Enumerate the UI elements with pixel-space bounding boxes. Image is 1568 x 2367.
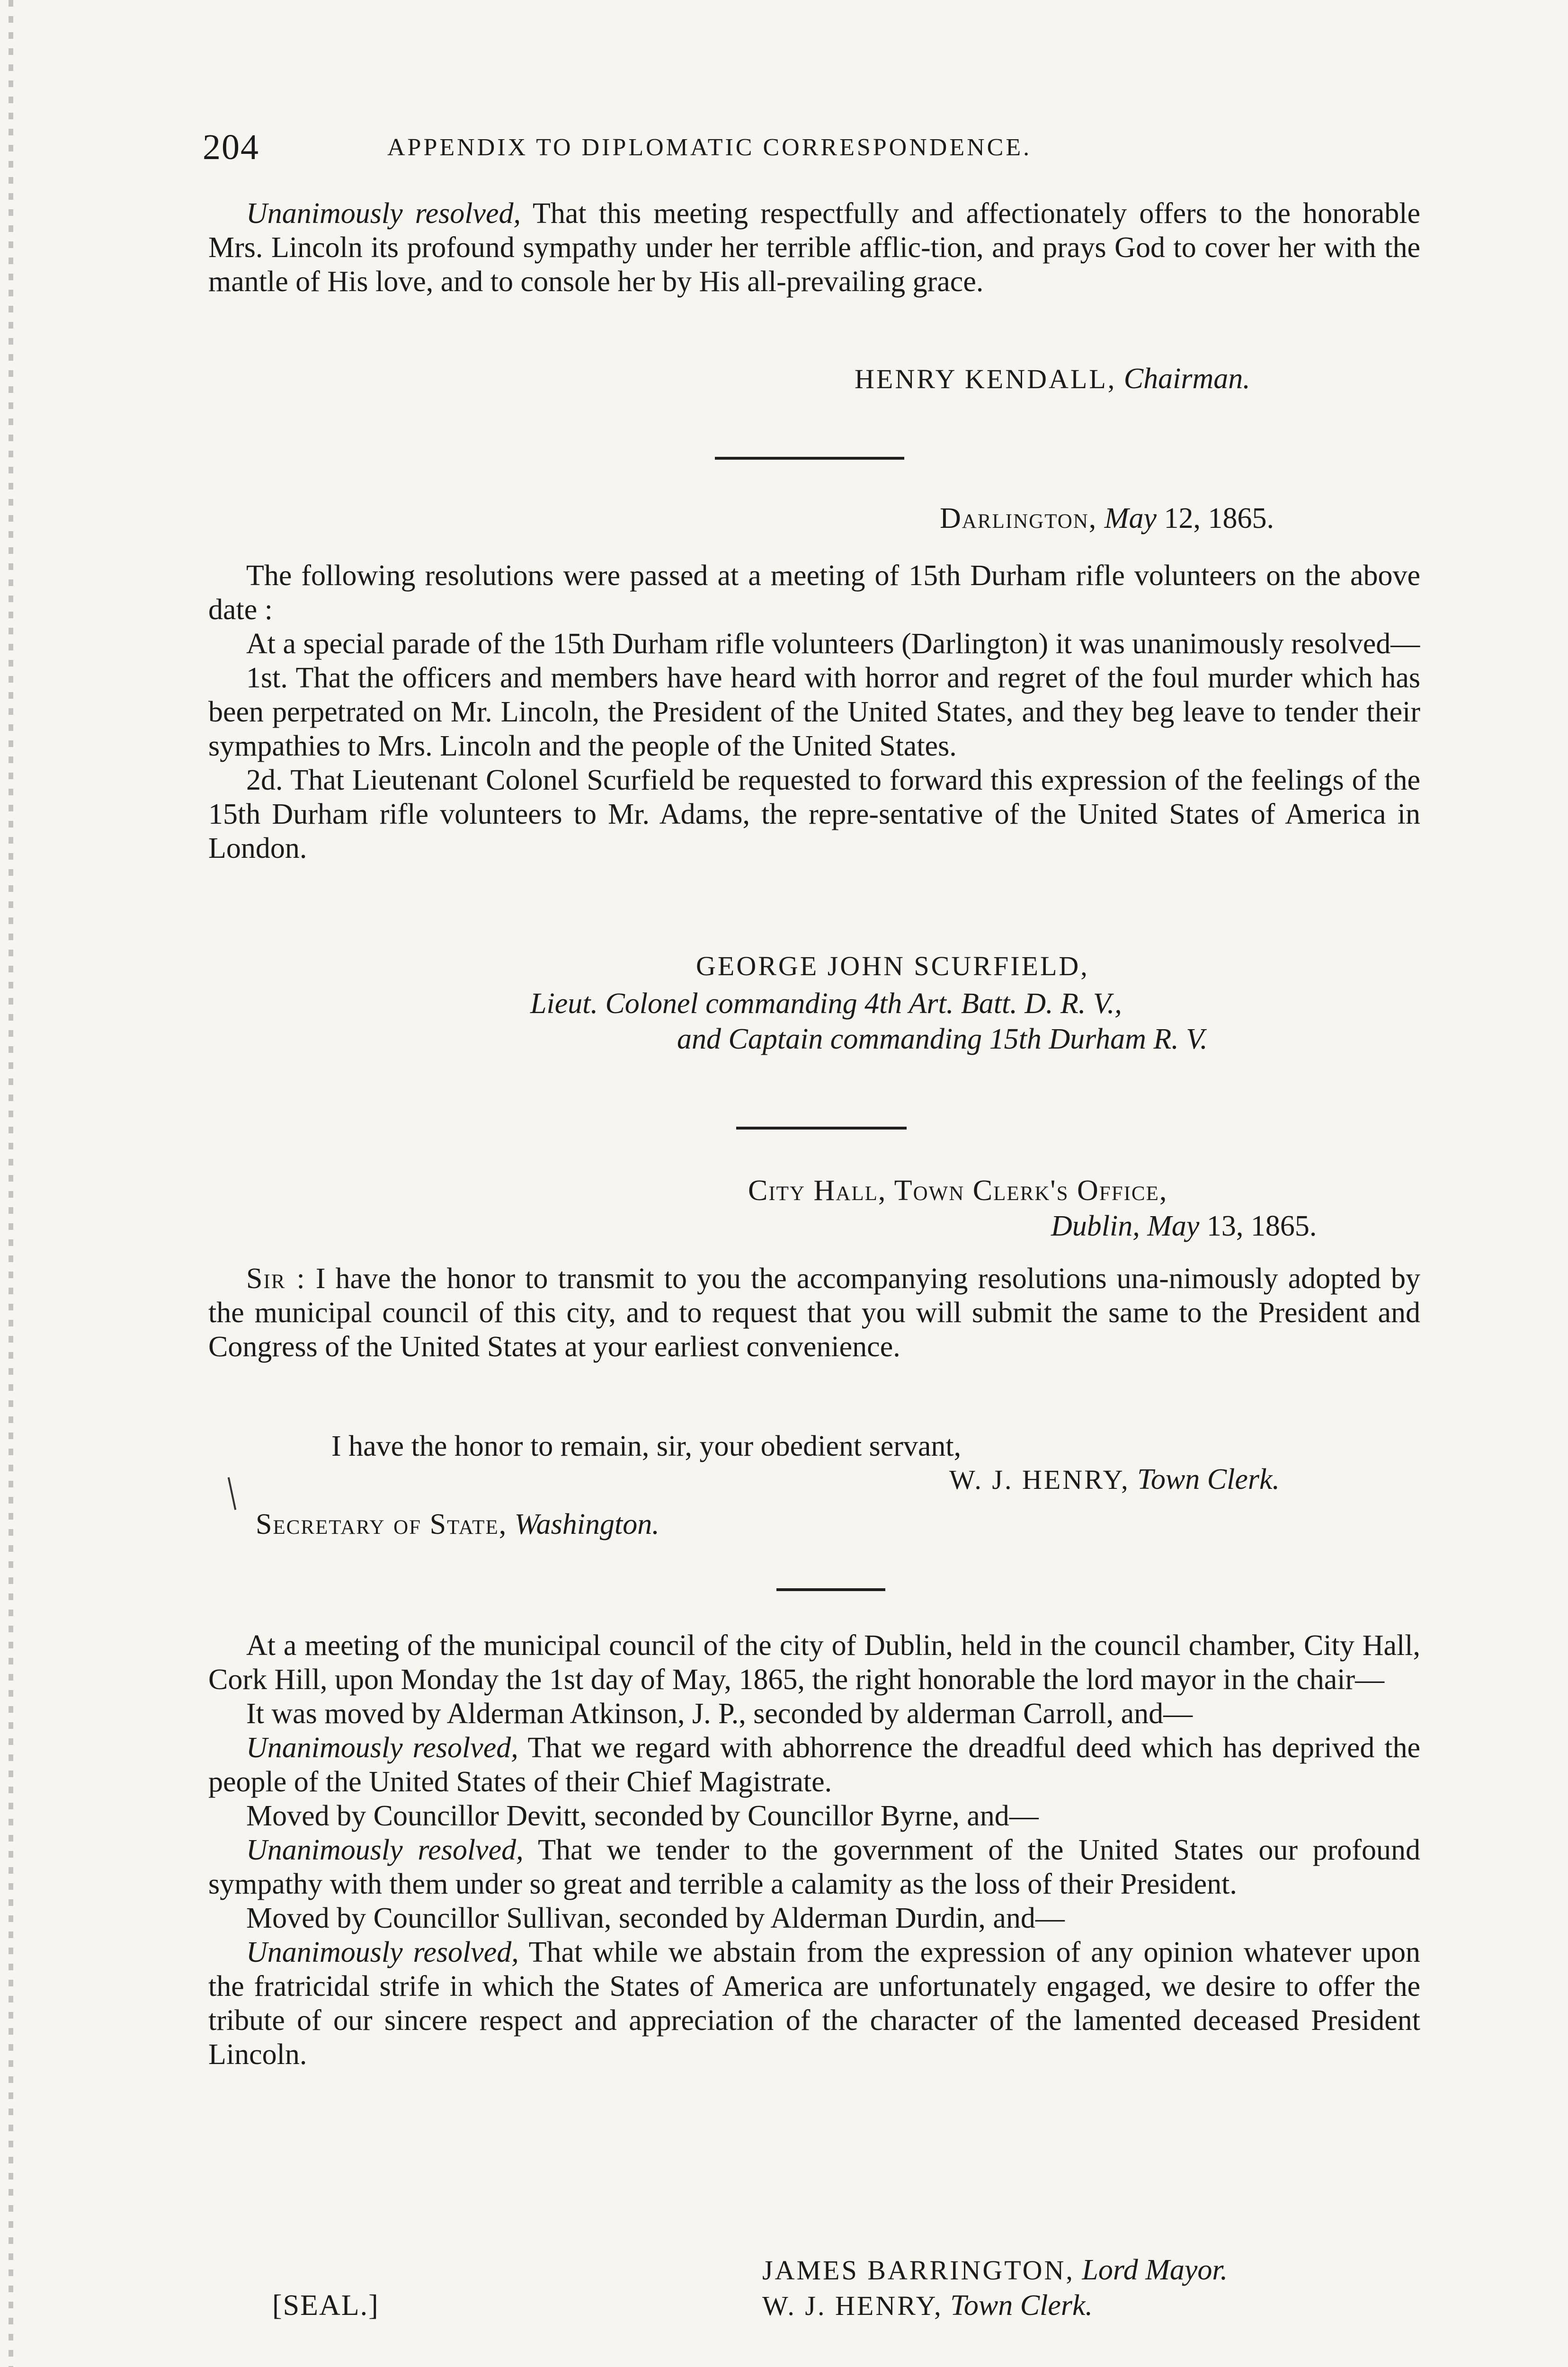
paragraph: 1st. That the officers and members have heard with horror and regret of the foul murder which has been perpetrated on Mr. Lincoln, the President of the United States, and they beg leave to tender their sympathies to Mrs. Lincoln and the people of the United States. bbox=[208, 662, 1420, 762]
section-divider bbox=[776, 1588, 885, 1591]
paragraph: The following resolutions were passed at a meeting of 15th Durham rifle volunteers on the above date : bbox=[208, 560, 1420, 626]
dublin-letter-body bbox=[208, 1262, 1420, 1364]
kendall-signature: HENRY KENDALL, Chairman. bbox=[855, 363, 1250, 395]
darlington-dateline: Darlington, May 12, 1865. bbox=[940, 502, 1274, 534]
resolution: Unanimously resolved, That while we abstain from the expression of any opinion whatever upon the fratricidal strife in which the States of America are unfortunately engaged, we desire to offer the tribute of our sincere respect and appreciation of the character of the lamented deceased President Lincoln. bbox=[208, 1936, 1420, 2071]
dublin-dateline-date: Dublin, May 13, 1865. bbox=[1051, 1210, 1317, 1242]
resolution: Unanimously resolved, That we regard with abhorrence the dreadful deed which has deprived the people of the United States of their Chief Magistrate. bbox=[208, 1732, 1420, 1798]
margin-mark bbox=[228, 1477, 236, 1510]
paragraph: 2d. That Lieutenant Colonel Scurfield be requested to forward this expression of the feelings of the 15th Durham rifle volunteers to Mr. Adams, the repre-sentative of the United States of America in London. bbox=[208, 764, 1420, 864]
binding-edge bbox=[9, 0, 13, 2367]
dublin-minutes bbox=[208, 1628, 1420, 2072]
running-head: APPENDIX TO DIPLOMATIC CORRESPONDENCE. bbox=[387, 134, 1032, 161]
clerk-signature: W. J. HENRY, Town Clerk. bbox=[762, 2289, 1093, 2322]
kendall-resolution-text: Unanimously resolved, That this meeting respectfully and affectionately offers to the honorable Mrs. Lincoln its profound sympathy under her terrible afflic-tion, and prays God to cover her with the mantle of His love, and to console her by His all-prevailing grace. bbox=[208, 197, 1420, 298]
page-number: 204 bbox=[203, 127, 259, 167]
henry-signature: W. J. HENRY, Town Clerk. bbox=[949, 1463, 1280, 1495]
paragraph: Moved by Councillor Sullivan, seconded by Alderman Durdin, and— bbox=[246, 1902, 1065, 1934]
letter-closing: I have the honor to remain, sir, your obedient servant, bbox=[331, 1430, 962, 1462]
barrington-signature: JAMES BARRINGTON, Lord Mayor. bbox=[762, 2254, 1228, 2286]
darlington-resolutions bbox=[208, 559, 1420, 865]
scurfield-signature-name: GEORGE JOHN SCURFIELD, bbox=[696, 951, 1089, 981]
paragraph: At a special parade of the 15th Durham rifle volunteers (Darlington) it was unanimously resolved— bbox=[246, 628, 1420, 660]
dublin-dateline-place: City Hall, Town Clerk's Office, bbox=[748, 1175, 1168, 1207]
paragraph: Moved by Councillor Devitt, seconded by Councillor Byrne, and— bbox=[246, 1800, 1039, 1832]
resolution: Unanimously resolved, That we tender to the government of the United States our profound sympathy with them under so great and terrible a calamity as the loss of their President. bbox=[208, 1834, 1420, 1900]
section-divider bbox=[736, 1127, 907, 1130]
kendall-resolution bbox=[208, 196, 1420, 299]
letter-addressee: Secretary of State, Washington. bbox=[256, 1508, 659, 1540]
paragraph: At a meeting of the municipal council of the city of Dublin, held in the council chamber, City Hall, Cork Hill, upon Monday the 1st day of May, 1865, the right honorable the lord mayor in the chair— bbox=[208, 1629, 1420, 1696]
page-header bbox=[203, 127, 1419, 179]
seal-mark: [SEAL.] bbox=[272, 2289, 379, 2322]
paragraph: It was moved by Alderman Atkinson, J. P., seconded by alderman Carroll, and— bbox=[246, 1698, 1193, 1730]
letter-text: Sir : I have the honor to transmit to you the accompanying resolutions una-nimously adopted by the municipal council of this city, and to request that you will submit the same to the President and Congress of the United States at your earliest convenience. bbox=[208, 1263, 1420, 1363]
scurfield-title-line-2: and Captain commanding 15th Durham R. V. bbox=[677, 1023, 1208, 1055]
scurfield-title-line-1: Lieut. Colonel commanding 4th Art. Batt. D. R. V., bbox=[530, 988, 1122, 1020]
section-divider bbox=[715, 457, 904, 460]
